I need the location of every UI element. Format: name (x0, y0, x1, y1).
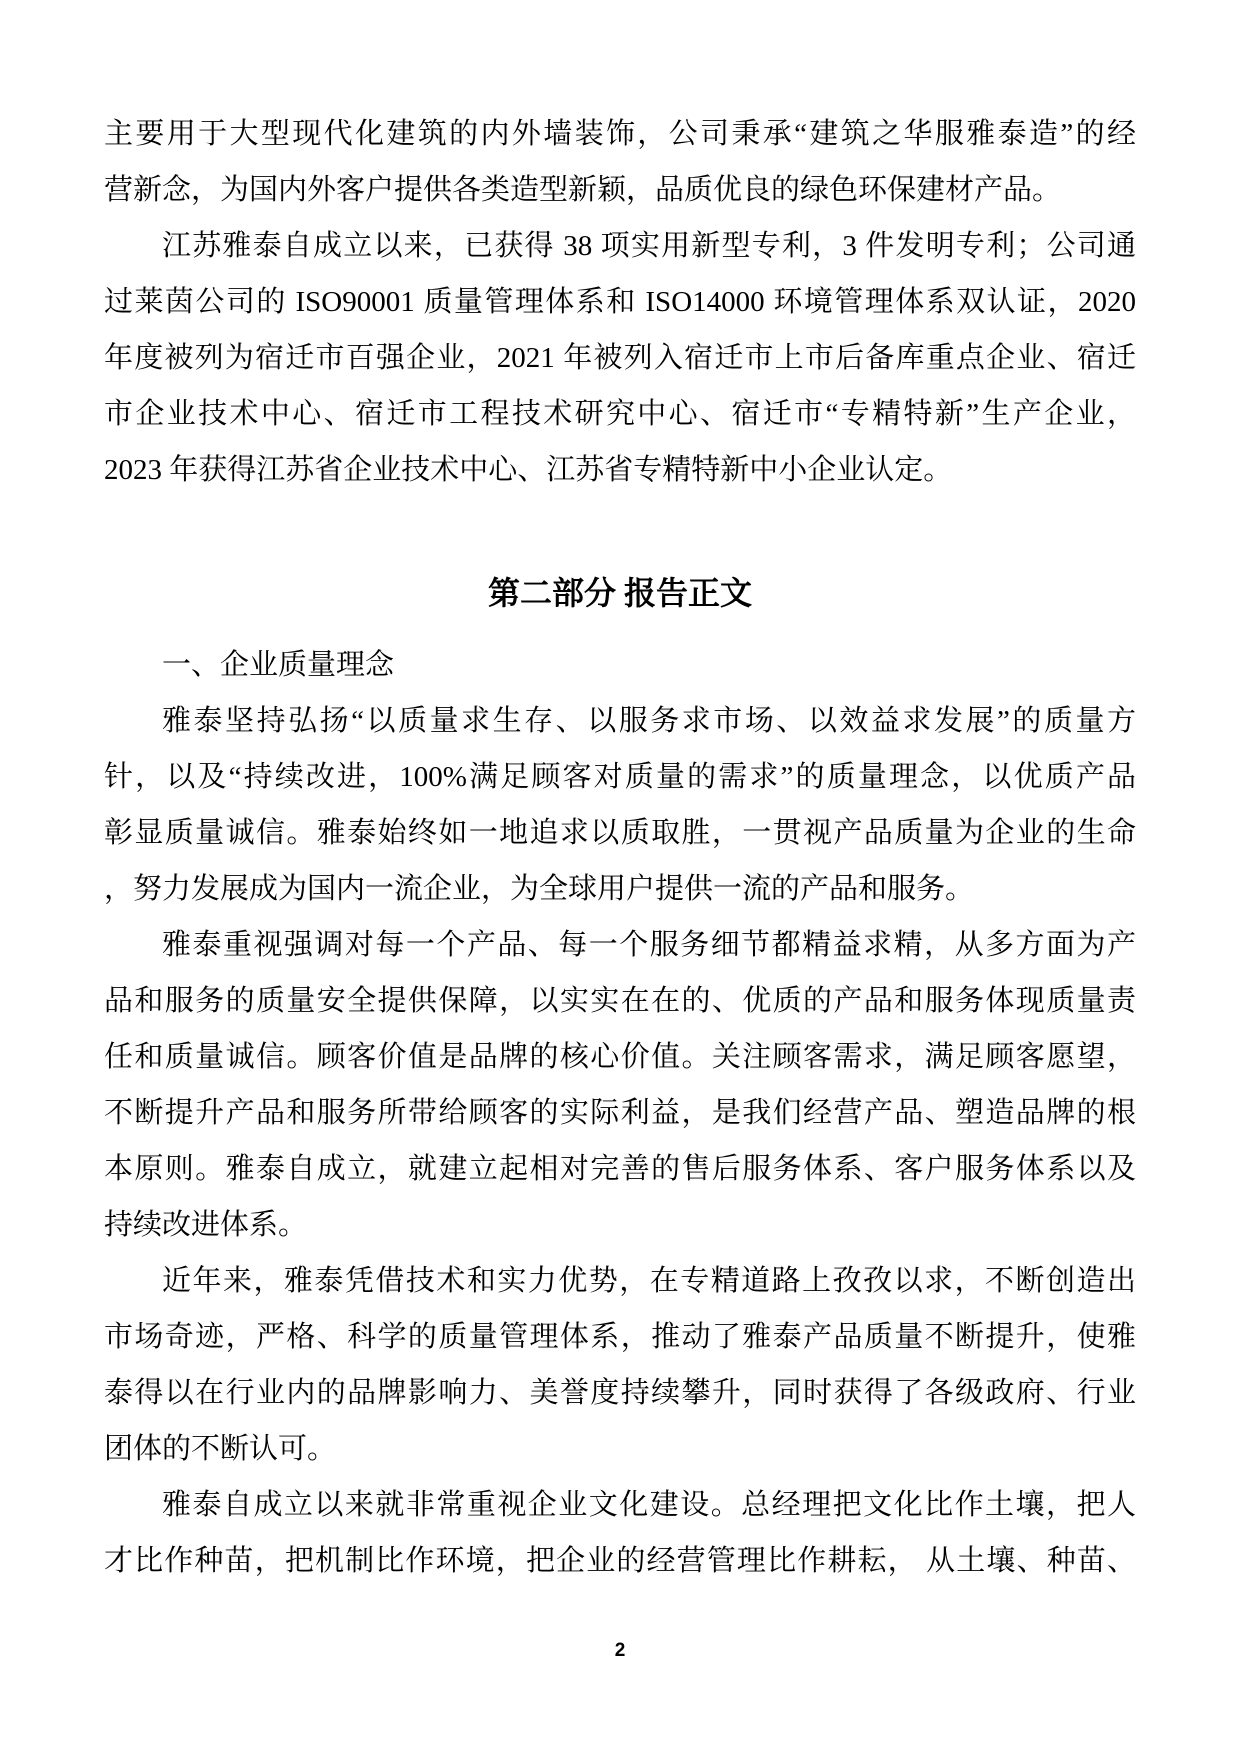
text-line: 年度被列为宿迁市百强企业，2021 年被列入宿迁市上市后备库重点企业、宿迁 (104, 342, 1136, 374)
section-heading-text: 第二部分 报告正文 (487, 575, 752, 611)
section-heading (104, 563, 1136, 623)
text-line: 彰显质量诚信。雅泰始终如一地追求以质取胜，一贯视产品质量为企业的生命 (104, 817, 1136, 849)
paragraph (104, 106, 1136, 218)
text-line: 雅泰自成立以来就非常重视企业文化建设。总经理把文化比作土壤，把人 (162, 1489, 1136, 1521)
text-line: 过莱茵公司的 ISO90001 质量管理体系和 ISO14000 环境管理体系双认证，2020 (104, 286, 1136, 318)
text-line: 持续改进体系。 (104, 1209, 308, 1241)
text-line: 本原则。雅泰自成立，就建立起相对完善的售后服务体系、客户服务体系以及 (104, 1153, 1136, 1185)
paragraph (104, 637, 1136, 693)
paragraph (104, 1477, 1136, 1589)
paragraph (104, 1253, 1136, 1477)
text-line: 泰得以在行业内的品牌影响力、美誉度持续攀升，同时获得了各级政府、行业 (104, 1377, 1136, 1409)
text-line: 团体的不断认可。 (104, 1433, 337, 1465)
text-line: 雅泰重视强调对每一个产品、每一个服务细节都精益求精，从多方面为产 (162, 929, 1136, 961)
text-line: 品和服务的质量安全提供保障，以实实在在的、优质的产品和服务体现质量责 (104, 985, 1136, 1017)
text-line: 才比作种苗，把机制比作环境，把企业的经营管理比作耕耘， 从土壤、种苗、 (104, 1545, 1136, 1577)
text-line: 市场奇迹，严格、科学的质量管理体系，推动了雅泰产品质量不断提升，使雅 (104, 1321, 1136, 1353)
text-line: 市企业技术中心、宿迁市工程技术研究中心、宿迁市“专精特新”生产企业， (104, 398, 1136, 430)
text-line: 江苏雅泰自成立以来，已获得 38 项实用新型专利，3 件发明专利；公司通 (162, 230, 1136, 262)
text-line: 任和质量诚信。顾客价值是品牌的核心价值。关注顾客需求，满足顾客愿望， (104, 1041, 1136, 1073)
text-line: 雅泰坚持弘扬“以质量求生存、以服务求市场、以效益求发展”的质量方 (162, 705, 1136, 737)
text-line: 近年来，雅泰凭借技术和实力优势，在专精道路上孜孜以求，不断创造出 (162, 1265, 1136, 1297)
page-footer (0, 1640, 1240, 1662)
text-line: 营新念，为国内外客户提供各类造型新颖，品质优良的绿色环保建材产品。 (104, 174, 1062, 206)
page-number: 2 (614, 1640, 626, 1661)
paragraph (104, 218, 1136, 498)
text-line: 一、企业质量理念 (162, 649, 395, 681)
text-line: 主要用于大型现代化建筑的内外墙装饰，公司秉承“建筑之华服雅泰造”的经 (104, 118, 1136, 150)
paragraph (104, 917, 1136, 1253)
paragraph (104, 693, 1136, 917)
text-line: ，努力发展成为国内一流企业，为全球用户提供一流的产品和服务。 (104, 873, 975, 905)
text-line: 不断提升产品和服务所带给顾客的实际利益，是我们经营产品、塑造品牌的根 (104, 1097, 1136, 1129)
text-line: 针，以及“持续改进，100%满足顾客对质量的需求”的质量理念，以优质产品 (104, 761, 1136, 793)
document-content (104, 106, 1136, 1589)
text-line: 2023 年获得江苏省企业技术中心、江苏省专精特新中小企业认定。 (104, 454, 953, 486)
